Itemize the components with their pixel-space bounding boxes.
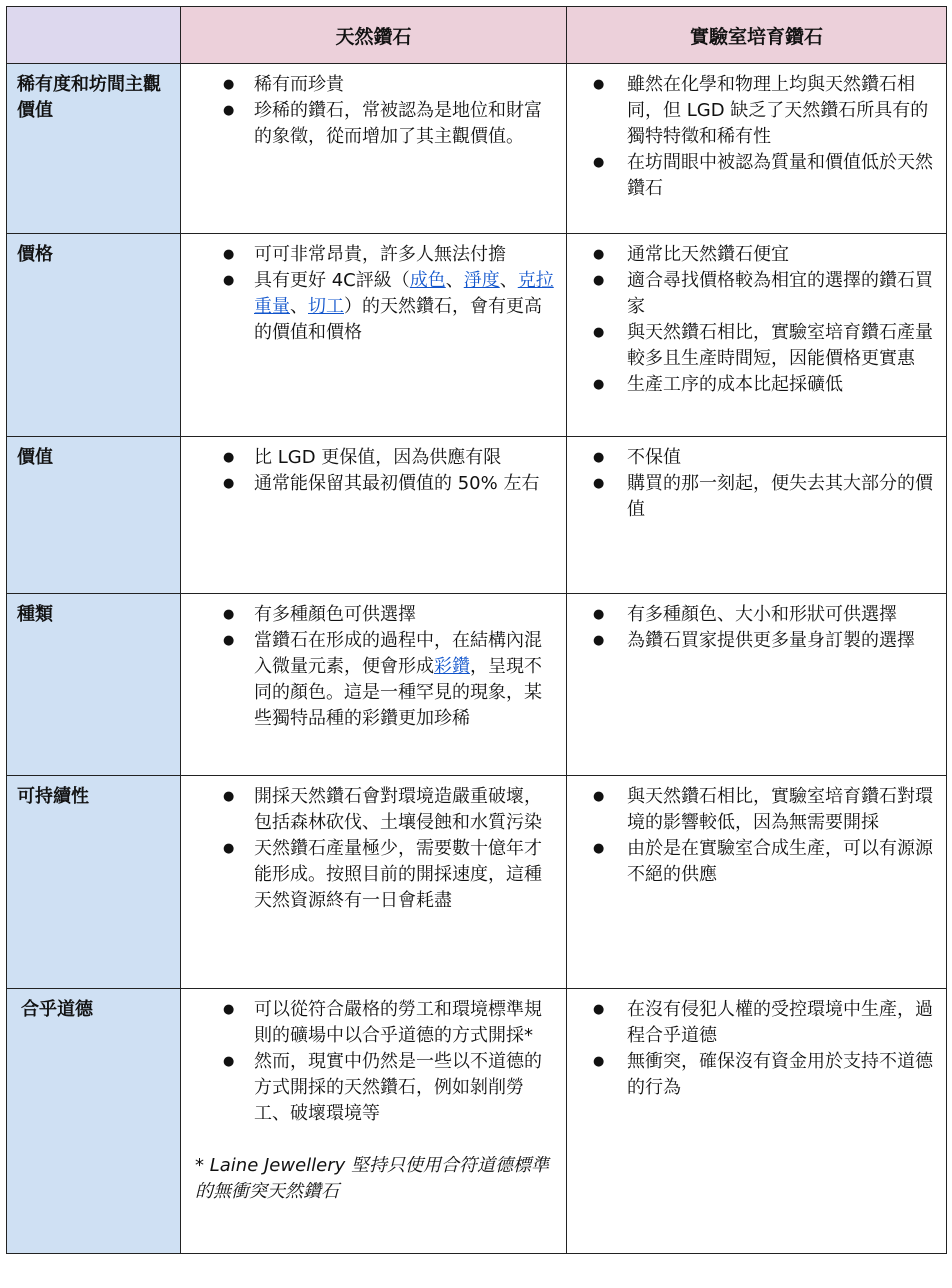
text: ，呈現不同的顏色。這是一種罕見的現象，某些獨特品種的彩鑽更加珍稀 [254, 656, 542, 729]
list-item: ● 與天然鑽石相比，實驗室培育鑽石對環境的影響較低，因為無需要開採 [577, 784, 934, 836]
natural-cell [181, 989, 567, 1254]
header-natural-diamond: 天然鑽石 [181, 7, 567, 64]
text: 當鑽石在形成的過程中，在結構內混入微量元素，便會形成 [254, 630, 542, 677]
table-row-variety [7, 594, 947, 776]
list-item: ● 開採天然鑽石會對環境造嚴重破壞，包括森林砍伐、土壤侵蝕和水質污染 [191, 784, 554, 836]
text: 、 [499, 270, 518, 291]
natural-cell [181, 594, 567, 776]
lab-cell [567, 776, 947, 989]
link-color[interactable]: 成色 [409, 270, 446, 291]
list-item: ● 在坊間眼中被認為質量和價值低於天然鑽石 [577, 150, 934, 202]
row-label: 價值 [7, 437, 181, 594]
lab-cell [567, 437, 947, 594]
text: 、 [445, 270, 464, 291]
link-carat[interactable]: 克拉重量 [254, 270, 554, 317]
list-item: ● 購買的那一刻起，便失去其大部分的價值 [577, 471, 934, 523]
row-label: 稀有度和坊間主觀價值 [7, 64, 181, 234]
lab-cell [567, 989, 947, 1254]
footnote: * Laine Jewellery 堅持只使用合符道德標準的無衝突天然鑽石 [195, 1155, 550, 1202]
table-row-rarity [7, 64, 947, 234]
list-item: ● 可可非常昂貴，許多人無法付擔 [191, 242, 554, 268]
list-item [191, 268, 554, 346]
natural-cell [181, 437, 567, 594]
row-label: 合乎道德 [7, 989, 181, 1254]
list-item: ● 在沒有侵犯人權的受控環境中生產，過程合乎道德 [577, 997, 934, 1049]
list-item: ● 有多種顏色、大小和形狀可供選擇 [577, 602, 934, 628]
list-item: ● 適合尋找價格較為相宜的選擇的鑽石買家 [577, 268, 934, 320]
list-item: ● 有多種顏色可供選擇 [191, 602, 554, 628]
list-item: ● 珍稀的鑽石，常被認為是地位和財富的象徵，從而增加了其主觀價值。 [191, 98, 554, 150]
header-empty-cell [7, 7, 181, 64]
table-row-value [7, 437, 947, 594]
list-item: ● 然而，現實中仍然是一些以不道德的方式開採的天然鑽石，例如剝削勞工、破壞環境等 [191, 1049, 554, 1127]
list-item: ● 雖然在化學和物理上均與天然鑽石相同，但 LGD 缺乏了天然鑽石所具有的獨特特徵和稀有性 [577, 72, 934, 150]
list-item: ● 不保值 [577, 445, 934, 471]
list-item: ● 為鑽石買家提供更多量身訂製的選擇 [577, 628, 934, 654]
list-item: ● 天然鑽石產量極少，需要數十億年才能形成。按照目前的開採速度，這種天然資源終有一日會耗盡 [191, 836, 554, 914]
list-item: ● 與天然鑽石相比，實驗室培育鑽石產量較多且生產時間短，因能價格更實惠 [577, 320, 934, 372]
row-label: 種類 [7, 594, 181, 776]
lab-cell [567, 594, 947, 776]
lab-cell [567, 234, 947, 437]
list-item: ● 可以從符合嚴格的勞工和環境標準規則的礦場中以合乎道德的方式開採* [191, 997, 554, 1049]
comparison-table [6, 6, 947, 1254]
header-row [7, 7, 947, 64]
natural-cell [181, 64, 567, 234]
list-item: ● 生產工序的成本比起採礦低 [577, 372, 934, 398]
header-lab-grown-diamond: 實驗室培育鑽石 [567, 7, 947, 64]
text: 具有更好 4C評級（ [254, 270, 410, 291]
link-cut[interactable]: 切工 [308, 296, 344, 317]
natural-cell [181, 234, 567, 437]
text: ）的天然鑽石，會有更高的價值和價格 [254, 296, 542, 343]
row-label: 價格 [7, 234, 181, 437]
row-label: 可持續性 [7, 776, 181, 989]
table-row-ethics [7, 989, 947, 1254]
list-item: ● 比 LGD 更保值，因為供應有限 [191, 445, 554, 471]
table-row-sustainability [7, 776, 947, 989]
list-item: ● 由於是在實驗室合成生產，可以有源源不絕的供應 [577, 836, 934, 888]
text: 、 [290, 296, 308, 317]
list-item: ● 通常比天然鑽石便宜 [577, 242, 934, 268]
table-row-price [7, 234, 947, 437]
list-item: ● 稀有而珍貴 [191, 72, 554, 98]
list-item: ● 無衝突，確保沒有資金用於支持不道德的行為 [577, 1049, 934, 1101]
list-item [191, 628, 554, 732]
lab-cell [567, 64, 947, 234]
natural-cell [181, 776, 567, 989]
link-clarity[interactable]: 淨度 [463, 270, 500, 291]
link-fancy-diamond[interactable]: 彩鑽 [434, 656, 470, 677]
list-item: ● 通常能保留其最初價值的 50% 左右 [191, 471, 554, 497]
